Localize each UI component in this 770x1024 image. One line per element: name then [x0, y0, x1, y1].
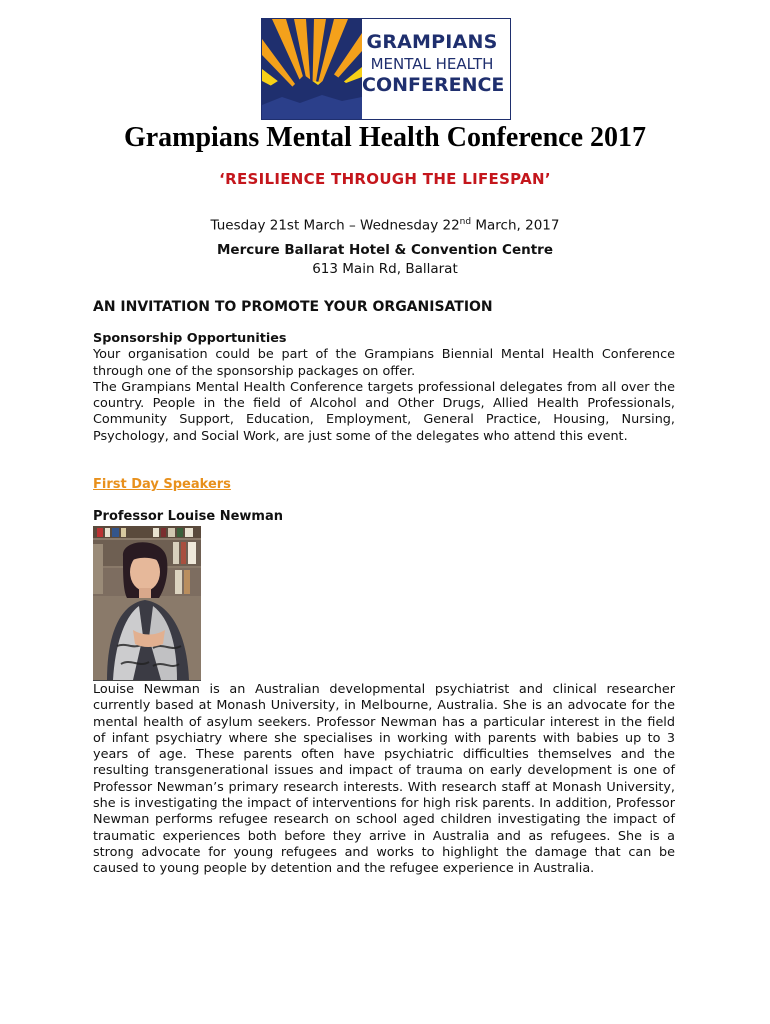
logo-line-3: CONFERENCE: [362, 74, 505, 96]
event-dates: [0, 217, 770, 234]
speaker-name: Professor Louise Newman: [93, 509, 283, 524]
event-address: 613 Main Rd, Ballarat: [312, 261, 458, 277]
event-venue: Mercure Ballarat Hotel & Convention Centre: [216, 242, 553, 258]
logo-line-1: GRAMPIANS: [366, 31, 498, 53]
conference-logo: [261, 18, 511, 120]
speaker-bio: Louise Newman is an Australian developmental psychiatrist and clinical researcher currently based at Monash University, in Melbourne, Australia. She is an advocate for the mental health of asylum seekers. Professor Newman has a particular interest in the field of infant psychiatry where she specialises in working with parents with babies up to 3 years of age. These parents often have psychiatric difficulties themselves and the resulting transgenerational issues and impact of trauma on early development is one of Professor Newman’s primary research interests. With research staff at Monash University, she is investigating the impact of interventions for high risk parents. In addition, Professor Newman performs refugee research on school aged children investigating the impact of traumatic experiences both before they arrive in Australia and as refugees. She is a strong advocate for young refugees and works to highlight the damage that can be caused to young people by detention and the refugee experience in Australia.: [93, 682, 675, 877]
first-day-speakers-link[interactable]: First Day Speakers: [93, 477, 231, 492]
dates-start: Tuesday 21st March – Wednesday 22: [210, 217, 460, 234]
logo-wordmark: [362, 31, 505, 96]
conference-theme: ‘RESILIENCE THROUGH THE LIFESPAN’: [219, 170, 551, 188]
sponsorship-paragraph-1: Your organisation could be part of the Grampians Biennial Mental Health Conference through one of the sponsorship packages on offer.: [93, 347, 675, 379]
portrait-image-icon: [93, 526, 201, 680]
dates-end: March, 2017: [471, 217, 560, 234]
page-title: Grampians Mental Health Conference 2017: [123, 122, 647, 153]
logo-line-2: MENTAL HEALTH: [370, 55, 494, 73]
sponsorship-heading: Sponsorship Opportunities: [93, 331, 287, 346]
sponsorship-section: [93, 331, 675, 445]
sun-mountain-logo-icon: [262, 19, 362, 119]
invitation-heading: AN INVITATION TO PROMOTE YOUR ORGANISATION: [93, 299, 493, 315]
speaker-photo: [93, 526, 201, 681]
sponsorship-paragraph-2: The Grampians Mental Health Conference targets professional delegates from all over the country. People in the field of Alcohol and Other Drugs, Allied Health Professionals, Community Support, Education, Employment, General Practice, Housing, Nursing, Psychology, and Social Work, are just some of the delegates who attend this event.: [93, 379, 675, 444]
dates-superscript: nd: [459, 217, 472, 227]
